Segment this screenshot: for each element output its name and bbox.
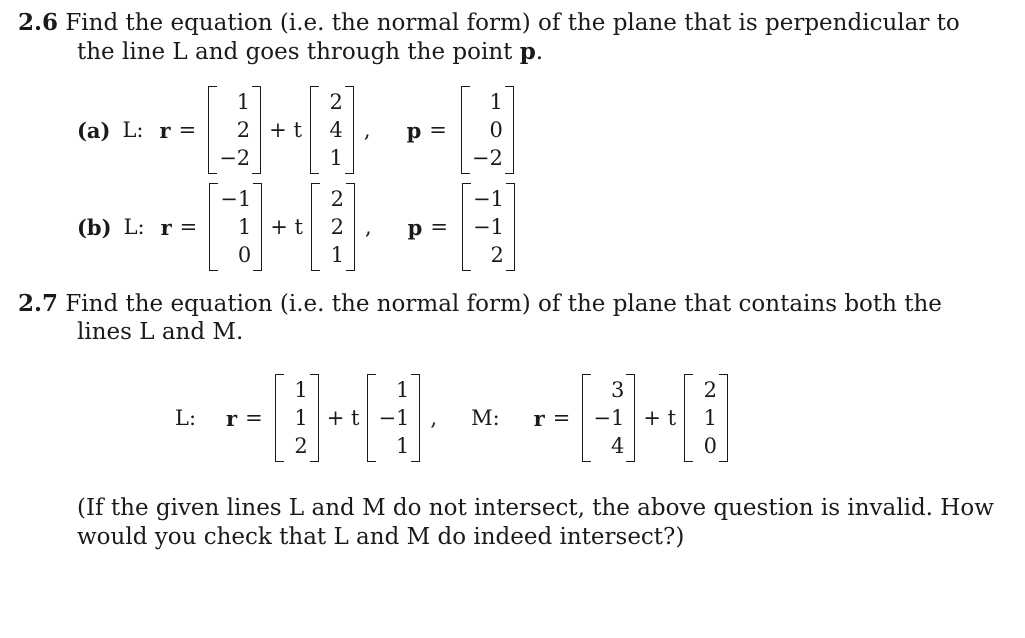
part-b-label: (b) <box>77 214 112 240</box>
matrix-entry: 1 <box>294 406 308 430</box>
q26-part-a-equation <box>77 86 514 174</box>
point-vector <box>462 183 515 271</box>
q26-text-line1: Find the equation (i.e. the normal form) of the plane that is perpendicular to <box>65 10 960 36</box>
base-vector <box>208 86 261 174</box>
comma: , <box>364 215 372 239</box>
equals-sign: = <box>429 118 447 142</box>
matrix-entry: 1 <box>237 215 252 239</box>
q26-number: 2.6 <box>18 9 59 36</box>
matrix-entry: 1 <box>703 406 718 430</box>
line-M-label: M: <box>471 406 500 430</box>
q27-text-line2: lines L and M. <box>77 319 244 345</box>
direction-vector <box>310 86 354 174</box>
q26-point-symbol: p <box>519 38 536 65</box>
plus-t: + t <box>326 406 360 430</box>
p-symbol: p <box>407 214 423 240</box>
matrix-entry: 1 <box>330 243 344 267</box>
equals-sign: = <box>178 118 197 142</box>
matrix-entry: 1 <box>489 90 503 114</box>
base-vector <box>209 183 262 271</box>
matrix-entry: −2 <box>219 146 251 170</box>
q27-note-line2: would you check that L and M do indeed intersect?) <box>77 524 685 550</box>
q26-period: . <box>535 39 544 65</box>
M-base-vector <box>582 374 635 462</box>
q27-number: 2.7 <box>18 290 59 317</box>
plus-t: + t <box>270 215 303 239</box>
L-base-vector <box>275 374 319 462</box>
r-symbol: r <box>160 214 172 240</box>
matrix-entry: 2 <box>330 215 344 239</box>
matrix-entry: −1 <box>378 406 410 430</box>
matrix-entry: 2 <box>330 187 344 211</box>
q26-text-line2: the line L and goes through the point <box>77 39 513 65</box>
plus-t: + t <box>269 118 302 142</box>
r-symbol: r <box>159 117 171 143</box>
equals-sign: = <box>179 215 198 239</box>
r-symbol: r <box>533 405 545 431</box>
matrix-entry: 1 <box>329 146 343 170</box>
q27-text-line1: Find the equation (i.e. the normal form) of the plane that contains both the <box>65 291 942 317</box>
comma: , <box>363 118 371 142</box>
matrix-entry: −1 <box>472 215 504 239</box>
matrix-entry: 2 <box>703 378 718 402</box>
M-direction-vector <box>684 374 728 462</box>
q27-note-line1: (If the given lines L and M do not intersect, the above question is invalid. How <box>77 495 994 521</box>
line-label: L: <box>123 215 145 239</box>
r-symbol: r <box>226 405 238 431</box>
plus-t: + t <box>643 406 677 430</box>
matrix-entry: 0 <box>703 434 718 458</box>
q27-line1 <box>18 289 942 319</box>
matrix-entry: 4 <box>610 434 625 458</box>
matrix-entry: 2 <box>294 434 308 458</box>
matrix-entry: −2 <box>471 146 503 170</box>
matrix-entry: 0 <box>489 118 503 142</box>
matrix-entry: 1 <box>396 378 410 402</box>
matrix-entry: 1 <box>396 434 410 458</box>
equals-sign: = <box>552 406 571 430</box>
matrix-entry: 2 <box>490 243 504 267</box>
matrix-entry: 4 <box>329 118 343 142</box>
line-label: L: <box>122 118 144 142</box>
matrix-entry: 2 <box>236 118 251 142</box>
q27-equations <box>175 374 728 462</box>
matrix-entry: 0 <box>237 243 252 267</box>
line-L-label: L: <box>175 406 197 430</box>
part-a-label: (a) <box>77 117 111 143</box>
p-symbol: p <box>406 117 422 143</box>
q26-line1 <box>18 8 960 38</box>
matrix-entry: −1 <box>472 187 504 211</box>
matrix-entry: 1 <box>236 90 251 114</box>
matrix-entry: 3 <box>610 378 625 402</box>
q26-line2 <box>77 37 543 67</box>
q26-part-b-equation <box>77 183 515 271</box>
equals-sign: = <box>430 215 448 239</box>
q27-line2 <box>77 318 243 347</box>
matrix-entry: 1 <box>294 378 308 402</box>
direction-vector <box>311 183 355 271</box>
equals-sign: = <box>245 406 263 430</box>
matrix-entry: −1 <box>593 406 625 430</box>
matrix-entry: 2 <box>329 90 343 114</box>
matrix-entry: −1 <box>220 187 252 211</box>
comma: , <box>430 406 438 430</box>
point-vector <box>461 86 514 174</box>
L-direction-vector <box>367 374 420 462</box>
